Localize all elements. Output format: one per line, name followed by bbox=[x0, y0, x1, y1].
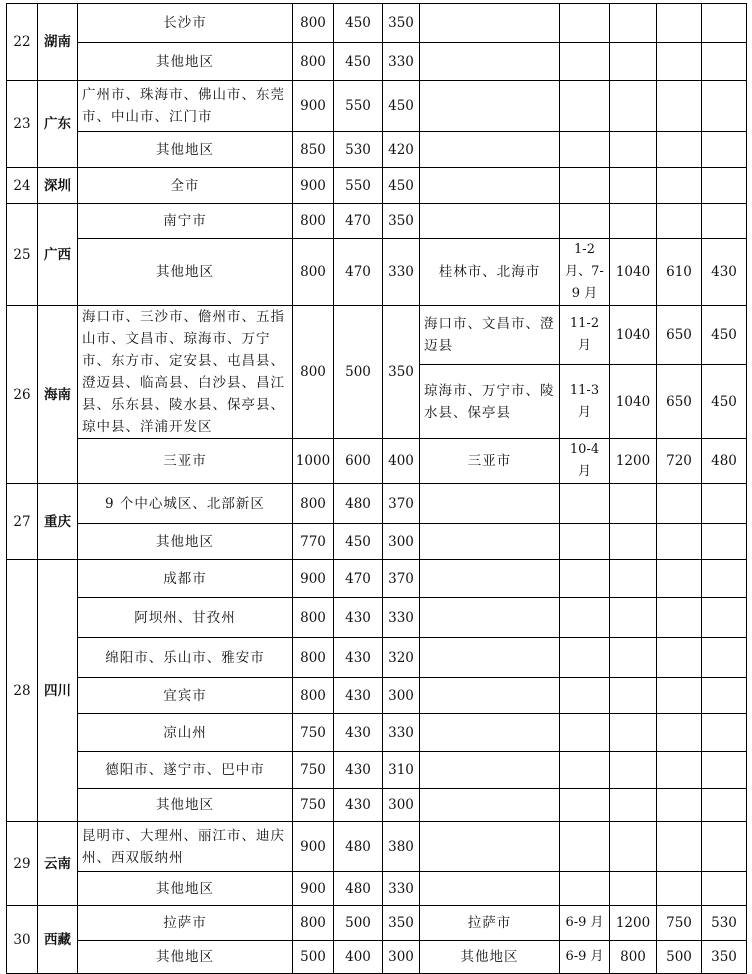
peak-value-cell: 430 bbox=[702, 239, 747, 306]
value-cell: 800 bbox=[293, 484, 334, 524]
peak-period-cell: 11-2 月 bbox=[560, 306, 610, 365]
province-name: 重庆 bbox=[38, 484, 78, 560]
table-row bbox=[7, 560, 747, 598]
row-number: 28 bbox=[7, 560, 38, 822]
value-cell: 800 bbox=[293, 43, 334, 81]
row-number: 23 bbox=[7, 81, 38, 168]
table-row bbox=[7, 789, 747, 822]
row-number: 30 bbox=[7, 906, 38, 974]
table-row bbox=[7, 306, 747, 365]
empty-cell bbox=[610, 638, 657, 678]
area-cell: 三亚市 bbox=[78, 439, 293, 484]
travel-expense-standards-table bbox=[6, 3, 747, 974]
province-name: 四川 bbox=[38, 560, 78, 822]
value-cell: 330 bbox=[383, 872, 420, 906]
area-cell: 成都市 bbox=[78, 560, 293, 598]
value-cell: 330 bbox=[383, 43, 420, 81]
value-cell: 430 bbox=[334, 598, 383, 638]
empty-cell bbox=[560, 638, 610, 678]
table-row bbox=[7, 132, 747, 168]
value-cell: 800 bbox=[293, 678, 334, 714]
value-cell: 550 bbox=[334, 168, 383, 204]
value-cell: 450 bbox=[383, 81, 420, 132]
empty-cell bbox=[702, 789, 747, 822]
area-cell: 其他地区 bbox=[78, 872, 293, 906]
value-cell: 480 bbox=[334, 872, 383, 906]
value-cell: 370 bbox=[383, 560, 420, 598]
peak-period-cell: 11-3 月 bbox=[560, 365, 610, 439]
empty-cell bbox=[702, 524, 747, 560]
peak-value-cell: 800 bbox=[610, 941, 657, 974]
province-name: 西藏 bbox=[38, 906, 78, 974]
value-cell: 450 bbox=[334, 43, 383, 81]
value-cell: 800 bbox=[293, 4, 334, 43]
value-cell: 450 bbox=[334, 524, 383, 560]
empty-cell bbox=[560, 752, 610, 789]
empty-cell bbox=[560, 598, 610, 638]
value-cell: 450 bbox=[383, 168, 420, 204]
table-row bbox=[7, 239, 747, 306]
value-cell: 530 bbox=[334, 132, 383, 168]
value-cell: 900 bbox=[293, 81, 334, 132]
value-cell: 430 bbox=[334, 789, 383, 822]
peak-value-cell: 610 bbox=[657, 239, 702, 306]
empty-cell bbox=[702, 598, 747, 638]
peak-area-cell: 三亚市 bbox=[420, 439, 560, 484]
value-cell: 300 bbox=[383, 789, 420, 822]
value-cell: 900 bbox=[293, 822, 334, 872]
row-number: 22 bbox=[7, 4, 38, 81]
empty-cell bbox=[610, 678, 657, 714]
table-row bbox=[7, 204, 747, 239]
value-cell: 770 bbox=[293, 524, 334, 560]
value-cell: 800 bbox=[293, 906, 334, 941]
value-cell: 900 bbox=[293, 872, 334, 906]
empty-cell bbox=[560, 81, 610, 132]
empty-cell bbox=[420, 598, 560, 638]
empty-cell bbox=[420, 81, 560, 132]
empty-cell bbox=[657, 168, 702, 204]
value-cell: 430 bbox=[334, 752, 383, 789]
empty-cell bbox=[702, 4, 747, 43]
empty-cell bbox=[657, 524, 702, 560]
row-number: 29 bbox=[7, 822, 38, 906]
peak-area-cell: 拉萨市 bbox=[420, 906, 560, 941]
area-cell: 阿坝州、甘孜州 bbox=[78, 598, 293, 638]
empty-cell bbox=[420, 168, 560, 204]
area-cell: 长沙市 bbox=[78, 4, 293, 43]
table-row bbox=[7, 752, 747, 789]
area-cell: 其他地区 bbox=[78, 789, 293, 822]
empty-cell bbox=[420, 789, 560, 822]
province-name: 云南 bbox=[38, 822, 78, 906]
area-cell: 全市 bbox=[78, 168, 293, 204]
value-cell: 800 bbox=[293, 598, 334, 638]
empty-cell bbox=[560, 789, 610, 822]
table-row bbox=[7, 941, 747, 974]
empty-cell bbox=[702, 560, 747, 598]
empty-cell bbox=[702, 872, 747, 906]
area-cell: 德阳市、遂宁市、巴中市 bbox=[78, 752, 293, 789]
peak-value-cell: 350 bbox=[702, 941, 747, 974]
empty-cell bbox=[702, 484, 747, 524]
value-cell: 900 bbox=[293, 560, 334, 598]
peak-value-cell: 1040 bbox=[610, 239, 657, 306]
area-cell: 广州市、珠海市、佛山市、东莞市、中山市、江门市 bbox=[78, 81, 293, 132]
empty-cell bbox=[657, 714, 702, 752]
table-row bbox=[7, 524, 747, 560]
empty-cell bbox=[560, 204, 610, 239]
value-cell: 320 bbox=[383, 638, 420, 678]
value-cell: 850 bbox=[293, 132, 334, 168]
value-cell: 500 bbox=[293, 941, 334, 974]
empty-cell bbox=[657, 872, 702, 906]
table-row bbox=[7, 638, 747, 678]
province-name: 湖南 bbox=[38, 4, 78, 81]
table-row bbox=[7, 81, 747, 132]
province-name: 深圳 bbox=[38, 168, 78, 204]
empty-cell bbox=[420, 872, 560, 906]
peak-area-cell: 海口市、文昌市、澄迈县 bbox=[420, 306, 560, 365]
peak-value-cell: 1200 bbox=[610, 439, 657, 484]
area-cell: 其他地区 bbox=[78, 524, 293, 560]
value-cell: 350 bbox=[383, 204, 420, 239]
empty-cell bbox=[560, 714, 610, 752]
empty-cell bbox=[610, 524, 657, 560]
value-cell: 800 bbox=[293, 239, 334, 306]
peak-value-cell: 480 bbox=[702, 439, 747, 484]
empty-cell bbox=[560, 678, 610, 714]
empty-cell bbox=[560, 4, 610, 43]
empty-cell bbox=[420, 132, 560, 168]
area-cell: 拉萨市 bbox=[78, 906, 293, 941]
table-row bbox=[7, 4, 747, 43]
empty-cell bbox=[560, 43, 610, 81]
value-cell: 480 bbox=[334, 822, 383, 872]
value-cell: 370 bbox=[383, 484, 420, 524]
table-row bbox=[7, 906, 747, 941]
value-cell: 330 bbox=[383, 714, 420, 752]
area-cell: 其他地区 bbox=[78, 239, 293, 306]
value-cell: 420 bbox=[383, 132, 420, 168]
value-cell: 500 bbox=[334, 906, 383, 941]
value-cell: 800 bbox=[293, 204, 334, 239]
value-cell: 750 bbox=[293, 714, 334, 752]
value-cell: 350 bbox=[383, 906, 420, 941]
empty-cell bbox=[610, 484, 657, 524]
empty-cell bbox=[420, 484, 560, 524]
empty-cell bbox=[610, 789, 657, 822]
area-cell: 海口市、三沙市、儋州市、五指山市、文昌市、琼海市、万宁市、东方市、定安县、屯昌县、澄迈县、临高县、白沙县、昌江县、乐东县、陵水县、保亭县、琼中县、洋浦开发区 bbox=[78, 306, 293, 439]
value-cell: 300 bbox=[383, 678, 420, 714]
value-cell: 750 bbox=[293, 752, 334, 789]
peak-value-cell: 650 bbox=[657, 365, 702, 439]
peak-area-cell: 其他地区 bbox=[420, 941, 560, 974]
empty-cell bbox=[610, 752, 657, 789]
empty-cell bbox=[657, 81, 702, 132]
empty-cell bbox=[610, 43, 657, 81]
empty-cell bbox=[702, 81, 747, 132]
table-row bbox=[7, 678, 747, 714]
row-number: 26 bbox=[7, 306, 38, 484]
empty-cell bbox=[610, 81, 657, 132]
value-cell: 450 bbox=[334, 4, 383, 43]
empty-cell bbox=[610, 598, 657, 638]
value-cell: 430 bbox=[334, 714, 383, 752]
area-cell: 其他地区 bbox=[78, 132, 293, 168]
table-row bbox=[7, 872, 747, 906]
empty-cell bbox=[657, 4, 702, 43]
table-row bbox=[7, 822, 747, 872]
table-row bbox=[7, 439, 747, 484]
empty-cell bbox=[420, 714, 560, 752]
peak-period-cell: 6-9 月 bbox=[560, 906, 610, 941]
value-cell: 600 bbox=[334, 439, 383, 484]
peak-value-cell: 530 bbox=[702, 906, 747, 941]
value-cell: 300 bbox=[383, 941, 420, 974]
value-cell: 330 bbox=[383, 239, 420, 306]
peak-value-cell: 720 bbox=[657, 439, 702, 484]
peak-value-cell: 650 bbox=[657, 306, 702, 365]
empty-cell bbox=[702, 638, 747, 678]
table-row bbox=[7, 598, 747, 638]
value-cell: 400 bbox=[383, 439, 420, 484]
empty-cell bbox=[420, 752, 560, 789]
value-cell: 480 bbox=[334, 484, 383, 524]
empty-cell bbox=[610, 714, 657, 752]
row-number: 27 bbox=[7, 484, 38, 560]
empty-cell bbox=[610, 132, 657, 168]
empty-cell bbox=[610, 822, 657, 872]
peak-area-cell: 琼海市、万宁市、陵水县、保亭县 bbox=[420, 365, 560, 439]
empty-cell bbox=[657, 638, 702, 678]
value-cell: 1000 bbox=[293, 439, 334, 484]
empty-cell bbox=[610, 872, 657, 906]
empty-cell bbox=[702, 678, 747, 714]
peak-value-cell: 1040 bbox=[610, 365, 657, 439]
value-cell: 310 bbox=[383, 752, 420, 789]
table-row bbox=[7, 484, 747, 524]
peak-value-cell: 450 bbox=[702, 365, 747, 439]
empty-cell bbox=[702, 132, 747, 168]
empty-cell bbox=[610, 4, 657, 43]
table-row bbox=[7, 168, 747, 204]
value-cell: 550 bbox=[334, 81, 383, 132]
empty-cell bbox=[420, 4, 560, 43]
area-cell: 绵阳市、乐山市、雅安市 bbox=[78, 638, 293, 678]
empty-cell bbox=[560, 872, 610, 906]
empty-cell bbox=[560, 132, 610, 168]
value-cell: 500 bbox=[334, 306, 383, 439]
peak-value-cell: 450 bbox=[702, 306, 747, 365]
empty-cell bbox=[420, 678, 560, 714]
empty-cell bbox=[560, 168, 610, 204]
row-number: 25 bbox=[7, 204, 38, 306]
empty-cell bbox=[657, 822, 702, 872]
empty-cell bbox=[702, 43, 747, 81]
empty-cell bbox=[610, 168, 657, 204]
peak-period-cell: 6-9 月 bbox=[560, 941, 610, 974]
empty-cell bbox=[610, 560, 657, 598]
value-cell: 300 bbox=[383, 524, 420, 560]
empty-cell bbox=[420, 204, 560, 239]
empty-cell bbox=[560, 484, 610, 524]
province-name: 广西 bbox=[38, 204, 78, 306]
value-cell: 470 bbox=[334, 239, 383, 306]
empty-cell bbox=[702, 752, 747, 789]
value-cell: 350 bbox=[383, 4, 420, 43]
area-cell: 其他地区 bbox=[78, 43, 293, 81]
empty-cell bbox=[560, 524, 610, 560]
area-cell: 昆明市、大理州、丽江市、迪庆州、西双版纳州 bbox=[78, 822, 293, 872]
empty-cell bbox=[420, 560, 560, 598]
empty-cell bbox=[702, 168, 747, 204]
peak-period-cell: 10-4 月 bbox=[560, 439, 610, 484]
table-row bbox=[7, 714, 747, 752]
empty-cell bbox=[657, 43, 702, 81]
value-cell: 900 bbox=[293, 168, 334, 204]
area-cell: 宜宾市 bbox=[78, 678, 293, 714]
peak-value-cell: 1200 bbox=[610, 906, 657, 941]
empty-cell bbox=[610, 204, 657, 239]
empty-cell bbox=[657, 132, 702, 168]
area-cell: 凉山州 bbox=[78, 714, 293, 752]
empty-cell bbox=[560, 822, 610, 872]
empty-cell bbox=[560, 560, 610, 598]
value-cell: 350 bbox=[383, 306, 420, 439]
empty-cell bbox=[420, 43, 560, 81]
table-row bbox=[7, 43, 747, 81]
value-cell: 750 bbox=[293, 789, 334, 822]
area-cell: 南宁市 bbox=[78, 204, 293, 239]
empty-cell bbox=[657, 204, 702, 239]
area-cell: 9 个中心城区、北部新区 bbox=[78, 484, 293, 524]
empty-cell bbox=[420, 524, 560, 560]
empty-cell bbox=[702, 714, 747, 752]
empty-cell bbox=[657, 678, 702, 714]
empty-cell bbox=[420, 822, 560, 872]
empty-cell bbox=[420, 638, 560, 678]
peak-period-cell: 1-2 月、7-9 月 bbox=[560, 239, 610, 306]
peak-area-cell: 桂林市、北海市 bbox=[420, 239, 560, 306]
value-cell: 400 bbox=[334, 941, 383, 974]
value-cell: 800 bbox=[293, 638, 334, 678]
empty-cell bbox=[657, 752, 702, 789]
peak-value-cell: 500 bbox=[657, 941, 702, 974]
empty-cell bbox=[702, 204, 747, 239]
row-number: 24 bbox=[7, 168, 38, 204]
empty-cell bbox=[657, 789, 702, 822]
peak-value-cell: 1040 bbox=[610, 306, 657, 365]
empty-cell bbox=[657, 598, 702, 638]
value-cell: 800 bbox=[293, 306, 334, 439]
value-cell: 380 bbox=[383, 822, 420, 872]
area-cell: 其他地区 bbox=[78, 941, 293, 974]
value-cell: 430 bbox=[334, 678, 383, 714]
province-name: 海南 bbox=[38, 306, 78, 484]
province-name: 广东 bbox=[38, 81, 78, 168]
empty-cell bbox=[702, 822, 747, 872]
value-cell: 330 bbox=[383, 598, 420, 638]
empty-cell bbox=[657, 560, 702, 598]
value-cell: 470 bbox=[334, 204, 383, 239]
peak-value-cell: 750 bbox=[657, 906, 702, 941]
value-cell: 430 bbox=[334, 638, 383, 678]
empty-cell bbox=[657, 484, 702, 524]
value-cell: 470 bbox=[334, 560, 383, 598]
